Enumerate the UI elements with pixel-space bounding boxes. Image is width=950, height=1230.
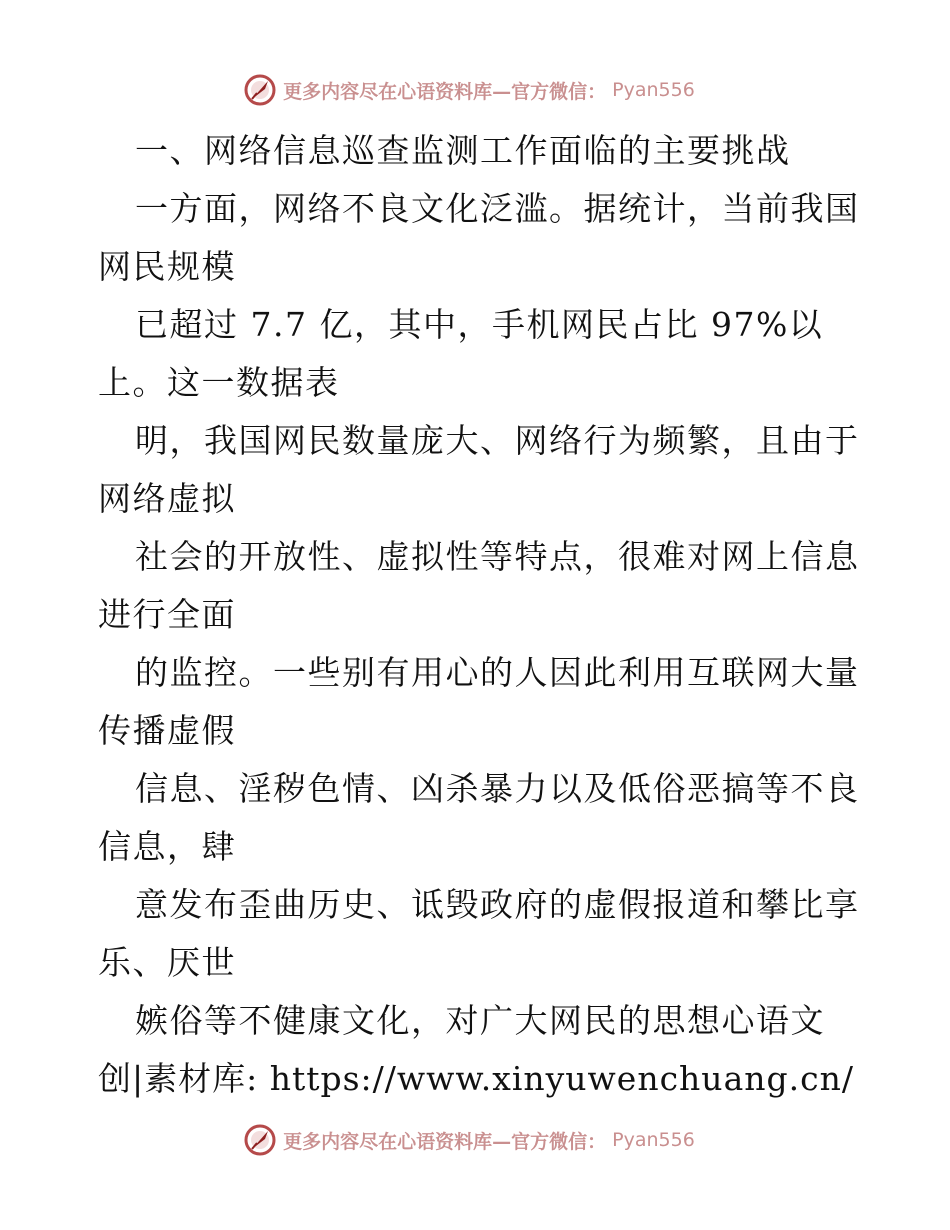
document-line: 网民规模 — [98, 247, 236, 286]
document-line: 信息、淫秽色情、凶杀暴力以及低俗恶搞等不良 — [135, 769, 860, 808]
quill-logo-icon — [243, 73, 277, 107]
document-line: 乐、厌世 — [98, 943, 236, 982]
footer-banner — [0, 1120, 950, 1160]
document-line: 创|素材库: https://www.xinyuwenchuang.cn/ — [98, 1059, 854, 1098]
header-banner — [0, 70, 950, 110]
document-line: 一、网络信息巡查监测工作面临的主要挑战 — [135, 131, 791, 170]
header-banner-wechat: Pyan556 — [612, 79, 695, 101]
document-line: 的监控。一些别有用心的人因此利用互联网大量 — [135, 653, 860, 692]
footer-banner-inner — [243, 1123, 695, 1157]
document-line: 社会的开放性、虚拟性等特点，很难对网上信息 — [135, 537, 860, 576]
document-line: 信息，肆 — [98, 827, 236, 866]
document-line: 一方面，网络不良文化泛滥。据统计，当前我国 — [135, 189, 860, 228]
document-line: 嫉俗等不健康文化，对广大网民的思想心语文 — [135, 1001, 825, 1040]
document-line: 明，我国网民数量庞大、网络行为频繁，且由于 — [135, 421, 860, 460]
header-banner-inner — [243, 73, 695, 107]
document-line: 上。这一数据表 — [98, 363, 340, 402]
document-line: 网络虚拟 — [98, 479, 236, 518]
document-line: 已超过 7.7 亿，其中，手机网民占比 97%以 — [135, 305, 824, 344]
footer-banner-wechat: Pyan556 — [612, 1129, 695, 1151]
document-body — [98, 122, 858, 1108]
header-banner-text: 更多内容尽在心语资料库—官方微信： — [283, 80, 607, 103]
quill-logo-icon — [243, 1123, 277, 1157]
document-line: 进行全面 — [98, 595, 236, 634]
footer-banner-text: 更多内容尽在心语资料库—官方微信： — [283, 1130, 607, 1153]
document-line: 传播虚假 — [98, 711, 236, 750]
document-line: 意发布歪曲历史、诋毁政府的虚假报道和攀比享 — [135, 885, 860, 924]
